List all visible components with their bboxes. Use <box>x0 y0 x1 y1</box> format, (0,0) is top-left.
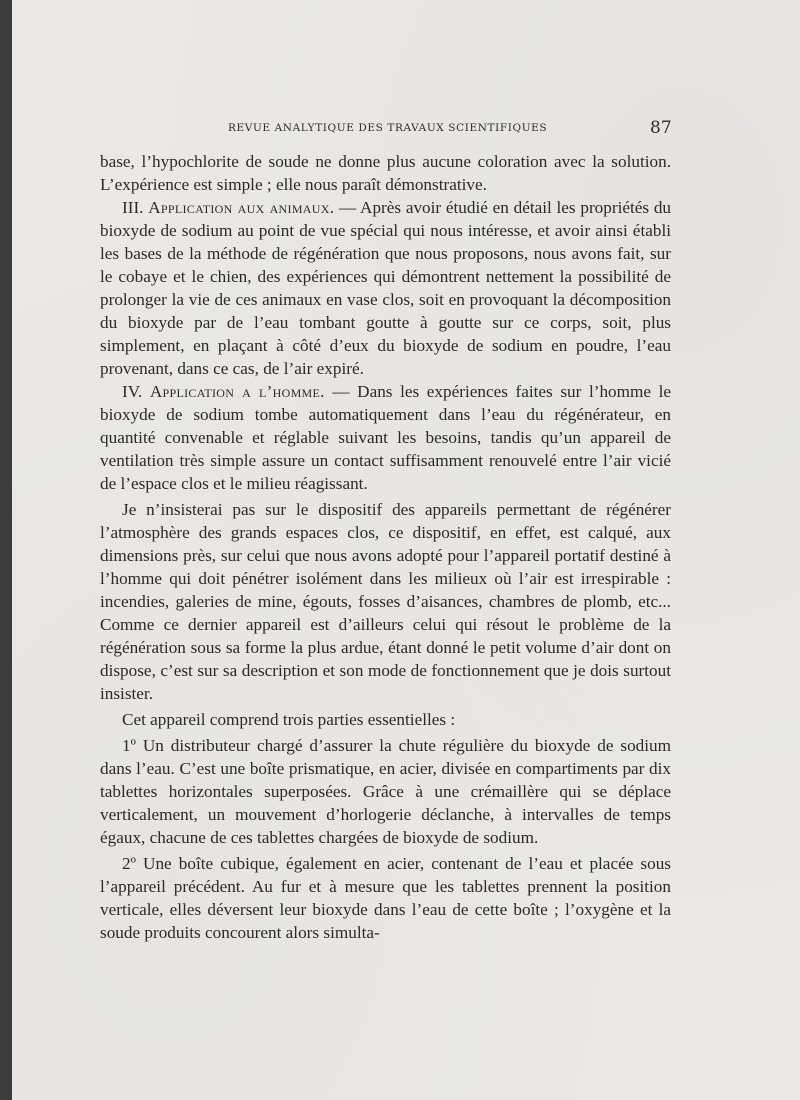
paragraph-1: base, l’hypochlorite de soude ne donne plus aucune coloration avec la solution. L’expérience est simple ; elle nous paraît démonstrative. <box>100 152 671 194</box>
paragraph-4: Je n’insisterai pas sur le dispositif des appareils permettant de régénérer l’atmosphère des grands espaces clos, ce dispositif, en effet, est calqué, aux dimensions près, sur celui que nous avons adopté pour l’appareil portatif destiné à l’homme qui doit pénétrer isolément dans les milieux où l’air est irrespirable : incendies, galeries de mine, égouts, fosses d’aisances, chambres de plomb, etc... Comme ce dernier appareil est d’ailleurs celui qui résout le problème de la régénération sous sa forme la plus ardue, étant donné le petit volume d’air dont on dispose, c’est sur sa description et son mode de fonctionnement que je dois surtout insister. <box>100 500 671 703</box>
section-heading-homme: Application a l’homme. <box>149 382 325 401</box>
paragraph-3 <box>100 380 671 495</box>
running-title: REVUE ANALYTIQUE DES TRAVAUX SCIENTIFIQUES <box>228 122 548 134</box>
paragraph-5: Cet appareil comprend trois parties essentielles : <box>122 710 456 729</box>
paragraph-7: 2º Une boîte cubique, également en acier, contenant de l’eau et placée sous l’appareil précédent. Au fur et à mesure que les tablettes prennent la position verticale, elles déversent leur bioxyde dans l’eau de cette boîte ; l’oxygène et la soude produits concourent alors simulta- <box>100 854 671 942</box>
section-number-iv: IV. <box>122 382 143 401</box>
page-number: 87 <box>650 118 672 138</box>
body-text <box>100 150 671 944</box>
paragraph-3-text: — Dans les expériences faites sur l’homme le bioxyde de sodium tombe automatiquement dans l’eau du régénérateur, en quantité convenable et réglable suivant les besoins, tandis qu’un appareil de ventilation très simple assure un contact suffisamment renouvelé entre l’air vicié de l’espace clos et le milieu réagissant. <box>100 382 672 493</box>
paragraph-6: 1º Un distributeur chargé d’assurer la chute régulière du bioxyde de sodium dans l’eau. C’est une boîte prismatique, en acier, divisée en compartiments par dix tablettes horizontales superposées. Grâce à une crémaillère qui se déplace verticalement, un mouvement d’horlogerie déclanche, à intervalles de temps égaux, chacune de ces tablettes chargées de bioxyde de sodium. <box>100 736 671 847</box>
page-header <box>0 118 800 142</box>
section-number-iii: III. <box>122 198 144 217</box>
scan-gutter <box>0 0 12 1100</box>
section-heading-animaux: Application aux animaux. <box>148 198 335 217</box>
paragraph-2-text: — Après avoir étudié en détail les propriétés du bioxyde de sodium au point de vue spécial qui nous intéresse, et avoir ainsi établi les bases de la méthode de régénération que nous proposons, nous avons fait, sur le cobaye et le chien, des expériences qui démontrent nettement la possibilité de prolonger la vie de ces animaux en vase clos, soit en provoquant la décomposition du bioxyde par de l’eau tombant goutte à goutte sur ce corps, soit, plus simplement, en plaçant à côté d’eux du bioxyde de sodium en poudre, l’eau provenant, dans ce cas, de l’air expiré. <box>100 198 672 378</box>
paragraph-2 <box>100 196 671 380</box>
